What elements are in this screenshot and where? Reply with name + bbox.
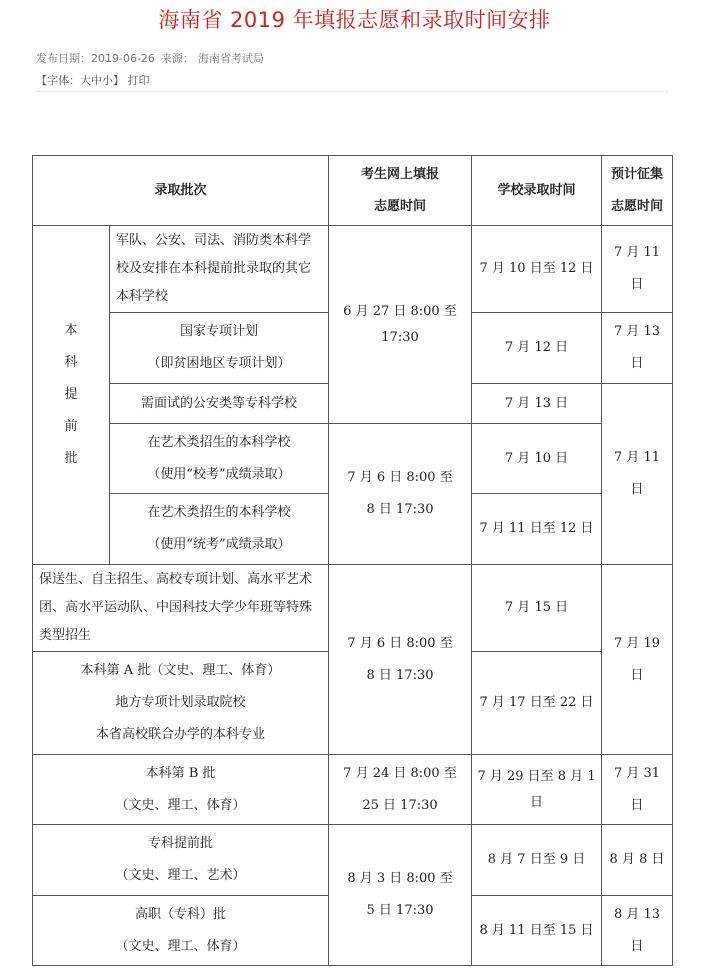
batch-name: 军队、公安、司法、消防类本科学校及安排在本科提前批录取的其它本科学校 <box>110 226 329 313</box>
header-batch: 录取批次 <box>33 156 329 226</box>
collect-time: 7 月 31 日 <box>602 755 673 825</box>
batch-name <box>33 825 329 896</box>
batch-name-line3: 本省高校联合办学的本科专业 <box>96 727 266 742</box>
header-online-fill <box>329 156 472 226</box>
admission-schedule-table <box>32 155 673 966</box>
batch-name-line1: 本科第 B 批 <box>145 765 216 781</box>
admit-time: 7 月 11 日至 12 日 <box>472 494 602 565</box>
admit-time: 7 月 29 日至 8 月 1 日 <box>472 755 602 825</box>
batch-name-line2: （即贫困地区专项计划） <box>147 356 291 371</box>
fill-time-line1: 8 月 3 日 8:00 至 <box>347 871 453 886</box>
batch-name-line1: 在艺术类招生的本科学校 <box>147 505 291 520</box>
header-collect-line1: 预计征集 <box>611 166 664 182</box>
fill-time-line2: 5 日 17:30 <box>366 903 434 918</box>
source-label: 来源： <box>160 52 194 65</box>
fill-time-line2: 8 日 17:30 <box>366 667 434 683</box>
table-row <box>33 755 673 825</box>
batch-name <box>33 896 329 966</box>
admit-time: 7 月 17 日至 22 日 <box>472 652 602 755</box>
admit-time: 7 月 12 日 <box>472 313 602 384</box>
batch-name-line2: 地方专项计划录取院校 <box>115 695 246 710</box>
fill-time-line2: 25 日 17:30 <box>362 797 438 813</box>
collect-time: 8 月 8 日 <box>602 825 673 896</box>
batch-name <box>33 755 329 825</box>
batch-name-line1: 本科第 A 批（文史、理工、体育） <box>80 663 281 678</box>
font-size-controls <box>36 72 150 88</box>
group-benke-tiqian-label: 本 科 提 前 批 <box>64 323 78 466</box>
batch-name-line2: （使用“统考”成绩录取） <box>147 537 291 552</box>
collect-time: 7 月 13 日 <box>602 313 673 384</box>
article-meta <box>36 50 270 66</box>
collect-time: 8 月 13 日 <box>602 896 673 966</box>
collect-time: 7 月 11 日 <box>602 384 673 565</box>
batch-name-line2: （使用“校考”成绩录取） <box>147 466 291 482</box>
batch-name-line2: （文史、理工、体育） <box>115 938 246 954</box>
fill-time: 6 月 27 日 8:00 至 17:30 <box>329 226 472 424</box>
header-collect-line2: 志愿时间 <box>611 198 664 214</box>
table-row <box>33 565 673 652</box>
fill-time <box>329 424 472 565</box>
admit-time: 8 月 7 日至 9 日 <box>472 825 602 896</box>
fill-time-line1: 7 月 24 日 8:00 至 <box>343 765 457 781</box>
batch-name-line1: 在艺术类招生的本科学校 <box>147 434 291 450</box>
batch-name <box>110 424 329 494</box>
group-benke-tiqian <box>33 226 110 565</box>
page-title: 海南省 2019 年填报志愿和录取时间安排 <box>158 8 551 32</box>
admit-time: 7 月 10 日 <box>472 424 602 494</box>
fill-time-line1: 7 月 6 日 8:00 至 <box>347 470 453 485</box>
admit-time: 7 月 15 日 <box>472 565 602 652</box>
fill-time <box>329 825 472 966</box>
batch-name-line2: （文史、理工、艺术） <box>115 868 246 883</box>
batch-name <box>110 313 329 384</box>
batch-name-line1: 国家专项计划 <box>180 324 259 339</box>
admit-time: 7 月 10 日至 12 日 <box>472 226 602 313</box>
table-row <box>33 825 673 896</box>
table-row <box>33 424 673 494</box>
fill-time-line2: 8 日 17:30 <box>366 502 434 517</box>
batch-name: 保送生、自主招生、高校专项计划、高水平艺术团、高水平运动队、中国科技大学少年班等特殊类型招生 <box>33 565 329 652</box>
batch-name <box>110 494 329 565</box>
admit-time: 7 月 13 日 <box>472 384 602 424</box>
header-school-admission: 学校录取时间 <box>472 156 602 226</box>
font-label-close: 】 <box>113 74 124 87</box>
batch-name-line1: 高职（专科）批 <box>135 906 227 922</box>
publish-date: 发布日期：2019-06-26 <box>36 52 155 65</box>
header-online-fill-line2: 志愿时间 <box>374 198 427 214</box>
collect-time: 7 月 11 日 <box>602 226 673 313</box>
batch-name-line2: （文史、理工、体育） <box>115 797 246 813</box>
fill-time-line1: 7 月 6 日 8:00 至 <box>347 635 453 651</box>
font-medium-link[interactable]: 中 <box>91 74 102 87</box>
font-label-open: 【字体： <box>36 74 80 87</box>
print-link[interactable]: 打印 <box>127 74 150 87</box>
table-header-row <box>33 156 673 226</box>
batch-name: 需面试的公安类等专科学校 <box>110 384 329 424</box>
batch-name <box>33 652 329 755</box>
divider <box>36 91 668 92</box>
admit-time: 8 月 11 日至 15 日 <box>472 896 602 966</box>
fill-time <box>329 755 472 825</box>
header-online-fill-line1: 考生网上填报 <box>361 166 440 182</box>
fill-time <box>329 565 472 755</box>
collect-time: 7 月 19 日 <box>602 565 673 755</box>
font-large-link[interactable]: 大 <box>80 74 91 87</box>
font-small-link[interactable]: 小 <box>102 74 113 87</box>
batch-name-line1: 专科提前批 <box>148 836 214 851</box>
table-row <box>33 226 673 313</box>
header-collect <box>602 156 673 226</box>
source-name: 海南省考试局 <box>197 52 264 65</box>
